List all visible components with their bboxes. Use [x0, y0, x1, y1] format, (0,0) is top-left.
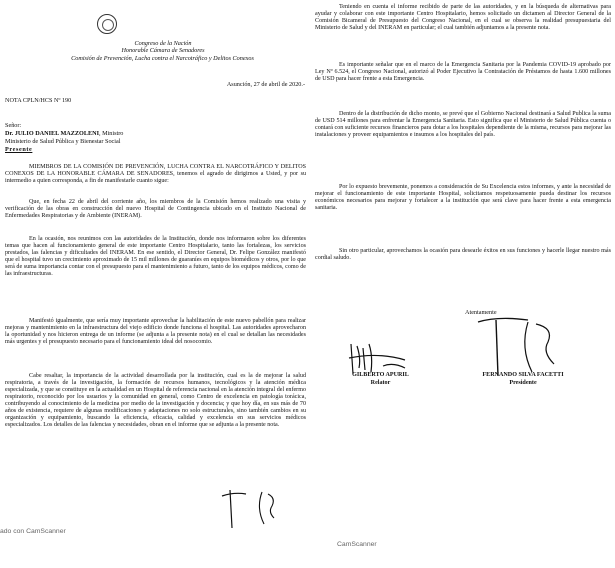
place-date: Asunción, 27 de abril de 2020.- — [226, 81, 305, 88]
right-paragraph-1: Teniendo en cuenta el informe recibido de parte de las autoridades, y en la búsqueda de alternativas para ayudar y colaborar con este importante Centro Hospitalario, hemos solicitado un dictamen al Director General de la Comisión Bicameral de Presupuesto del Congreso Nacional, en el cual se observa la realidad presupuestaria del Ministerio de Salud y del INERAM en particular; el cual también adjuntamos a la presente nota. — [315, 4, 611, 32]
signatory-2-role: Presidente — [509, 380, 537, 386]
right-paragraph-2: Es importante señalar que en el marco de la Emergencia Sanitaria por la Pandemia COVID-19 aprobado por Ley Nº 6.524, el Congreso Nacional, autorizó al Poder Ejecutivo la Contratación de Préstamos de hasta 1.600 millones de USD para hacer frente a esta Emergencia. — [315, 62, 611, 83]
recipient-title: , Ministro — [98, 130, 124, 137]
letterhead-line-3: Comisión de Prevención, Lucha contra el Narcotráfico y Delitos Conexos — [71, 55, 254, 62]
letterhead-line-2: Honorable Cámara de Senadores — [121, 47, 205, 54]
right-paragraph-3: Dentro de la distribución de dicho monto, se prevé que el Gobierno Nacional destinará a Salud Publica la suma de USD 514 millones para enfrentar la Emergencia Sanitaria. Esto significa que el Ministerio de Salud Pública cuenta o contará con suficiente recursos financieros para dotar a los hospitales dependiente de la misma, recursos para mejorar las instalaciones y proveer equipamientos e insumos a los hospitales del país. — [315, 111, 611, 139]
camscanner-watermark-right: CamScanner — [337, 541, 377, 548]
recipient-name: Dr. JULIO DANIEL MAZZOLENI — [5, 130, 99, 137]
left-paragraph-2: Que, en fecha 22 de abril del corriente año, los miembros de la Comisión hemos realizado una visita y verificación de las obras en construcción del nuevo Hospital de Contingencia ubicado en el Instituto Nacional de Enfermedades Respiratorias y de Ambiente (INERAM). — [5, 199, 306, 220]
left-page-initials-signature-icon — [212, 484, 292, 534]
signatory-1-role: Relator — [370, 380, 391, 386]
left-page — [0, 0, 314, 552]
letterhead-line-1: Congreso de la Nación — [134, 40, 192, 47]
recipient-line — [5, 130, 123, 137]
left-paragraph-4: Manifestó igualmente, que sería muy importante aprovechar la habilitación de este nuevo pabellón para realizar mejoras y mantenimiento en la infraestructura del viejo edificio donde funciona el hospital. Las autoridades aprovecharon la oportunidad y nos hicieron entrega de un informe (se adjunta a la presente nota) en el cual se detallan las necesidades más urgentes y el presupuesto necesario para el funcionamiento ideal del nosocomio. — [5, 318, 306, 346]
closing-word: Atentamente — [465, 309, 497, 316]
left-paragraph-5: Cabe resaltar, la importancia de la actividad desarrollada por la institución, cual es la de mejorar la salud respiratoria, a través de la investigación, la formación de recursos humanos, tecnológicos y la atención médica especializada, y que se constituye en la actualidad en un Hospital de referencia nacional en la atención integral del enfermo respiratorio, reconocido por los usuarios y la comunidad en general, como Centro de excelencia en patología torácica, contribuyendo al conocimiento de la medicina por medio de la investigación y docencia; y que hoy día, en sus más de 70 años de existencia, requiere de algunas modificaciones y adaptaciones no solo estructurales, sino también cambios en su organización y equipamiento, buscando la eficiencia, eficacia, calidad y excelencia en sus servicios médicos especializados. Los detalles de las falencias y necesidades, obran en el informe que se adjunta a la presente nota. — [5, 373, 306, 429]
right-paragraph-4: Por lo expuesto brevemente, ponemos a consideración de Su Excelencia estos informes, y ante la necesidad de mejorar el funcionamiento de este importante Hospital, solicitamos respetuosamente pueda destinar los recursos económicos necesarios para mejorar y fortalecer a la institución que será clave para hacer frente a esta emergencia sanitaria. — [315, 184, 611, 212]
right-page — [313, 0, 615, 552]
left-paragraph-1: MIEMBROS DE LA COMISIÓN DE PREVENCIÓN, LUCHA CONTRA EL NARCOTRÁFICO Y DELITOS CONEXOS DE LA HONORABLE CÁMARA DE SENADORES, tenemos el agrado de dirigirnos a Usted, y por su intermedio a quien corresponda, a fin de manifestarle cuanto sigue: — [5, 164, 306, 185]
signatory-2-name: FERNANDO SILVA FACETTI — [482, 372, 564, 378]
right-paragraph-5: Sin otro particular, aprovechamos la ocasión para desearle éxitos en sus funciones y hacerle llegar nuestro más cordial saludo. — [315, 248, 611, 262]
presente-label: Presente — [5, 146, 33, 153]
left-paragraph-3: En la ocasión, nos reunimos con las autoridades de la Institución, donde nos informaron sobre los diferentes temas que hacen al funcionamiento general de este importante Centro Hospitalario, tanto las fortalezas, los servicios prestados, las falencias y dificultades del INERAM. En ese sentido, el Director General, Dr. Felipe González manifestó que el hospital tuvo un crecimiento aproximado de 15 mil millones de guaraníes en equipos biomédicos y otros, por lo que será de suma importancia contar con el presupuesto para el mantenimiento a futuro, tanto de los equipos médicos, como de las infraestructuras. — [5, 236, 306, 278]
national-seal-icon — [97, 14, 117, 34]
recipient-ministry: Ministerio de Salud Pública y Bienestar Social — [5, 138, 121, 145]
note-number: NOTA CPLN/HCS Nº 190 — [5, 97, 72, 104]
salutation: Señor: — [5, 122, 22, 129]
camscanner-watermark-left: ado con CamScanner — [0, 528, 66, 535]
signatory-1-name: GILBERTO APURIL — [352, 372, 409, 378]
